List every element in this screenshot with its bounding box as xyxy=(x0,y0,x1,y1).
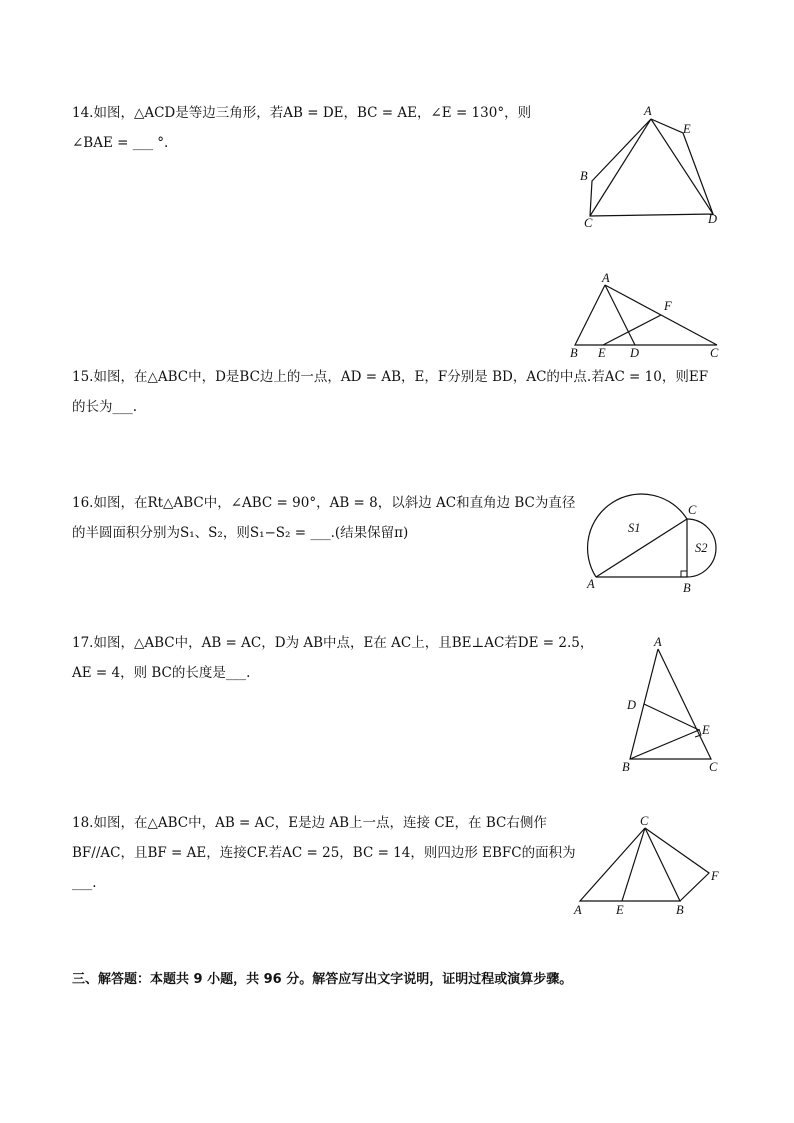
question-16-line-1: 16.如图，在Rt△ABC中，∠ABC = 90°，AB = 8，以斜边 AC和直角边 BC为直径 xyxy=(72,495,576,511)
fig17-label-a: A xyxy=(654,635,662,649)
fig16-label-c: C xyxy=(688,503,697,517)
fig15-label-e: E xyxy=(598,346,606,360)
fig16-label-b: B xyxy=(683,581,691,595)
question-18-line-3: ___. xyxy=(72,875,97,891)
figure-18 xyxy=(570,812,730,922)
figure-15 xyxy=(565,268,735,364)
figure-14 xyxy=(570,100,730,230)
fig18-label-f: F xyxy=(711,869,719,883)
fig17-label-d: D xyxy=(627,698,637,712)
fig15-label-a: A xyxy=(602,271,610,285)
question-14 xyxy=(72,98,531,158)
fig14-label-b: B xyxy=(580,169,588,183)
question-17 xyxy=(72,628,593,688)
fig14-label-a: A xyxy=(644,104,652,118)
figure-16 xyxy=(580,488,730,598)
question-14-line-2: ∠BAE = ___ °. xyxy=(72,135,169,151)
fig17-label-c: C xyxy=(709,760,718,774)
question-15 xyxy=(72,362,708,422)
question-14-line-1: 14.如图，△ACD是等边三角形，若AB = DE，BC = AE，∠E = 130°，则 xyxy=(72,105,532,121)
fig17-label-e: E xyxy=(702,723,710,737)
fig16-label-s2: S2 xyxy=(695,541,708,555)
fig17-label-b: B xyxy=(622,760,630,774)
fig14-label-d: D xyxy=(708,212,718,226)
fig16-label-s1: S1 xyxy=(628,521,641,535)
fig14-label-e: E xyxy=(683,122,691,136)
question-16-line-2: 的半圆面积分别为S₁、S₂，则S₁−S₂ = ___.(结果保留π) xyxy=(72,525,409,541)
fig15-label-b: B xyxy=(570,346,578,360)
question-18 xyxy=(72,808,576,898)
fig15-label-d: D xyxy=(630,346,640,360)
figure-17 xyxy=(615,632,725,777)
fig18-label-a: A xyxy=(574,903,582,917)
fig14-label-c: C xyxy=(584,216,593,230)
question-17-line-2: AE = 4，则 BC的长度是___. xyxy=(72,665,251,681)
fig18-label-e: E xyxy=(616,903,624,917)
question-15-line-2: 的长为___. xyxy=(72,399,138,415)
section-heading: 三、解答题：本题共 9 小题，共 96 分。解答应写出文字说明，证明过程或演算步骤。 xyxy=(72,972,573,987)
fig18-label-c: C xyxy=(640,814,649,828)
fig15-label-f: F xyxy=(664,299,672,313)
fig18-label-b: B xyxy=(676,903,684,917)
question-18-line-2: BF//AC，且BF = AE，连接CF.若AC = 25，BC = 14，则四边形 EBFC的面积为 xyxy=(72,845,576,861)
question-15-line-1: 15.如图，在△ABC中，D是BC边上的一点，AD = AB，E，F分别是 BD，AC的中点.若AC = 10，则EF xyxy=(72,369,709,385)
fig15-label-c: C xyxy=(710,346,719,360)
fig16-label-a: A xyxy=(587,577,595,591)
question-18-line-1: 18.如图，在△ABC中，AB = AC，E是边 AB上一点，连接 CE，在 BC右侧作 xyxy=(72,815,547,831)
question-16 xyxy=(72,488,575,548)
question-17-line-1: 17.如图，△ABC中，AB = AC，D为 AB中点，E在 AC上，且BE⊥AC若DE = 2.5， xyxy=(72,635,594,651)
